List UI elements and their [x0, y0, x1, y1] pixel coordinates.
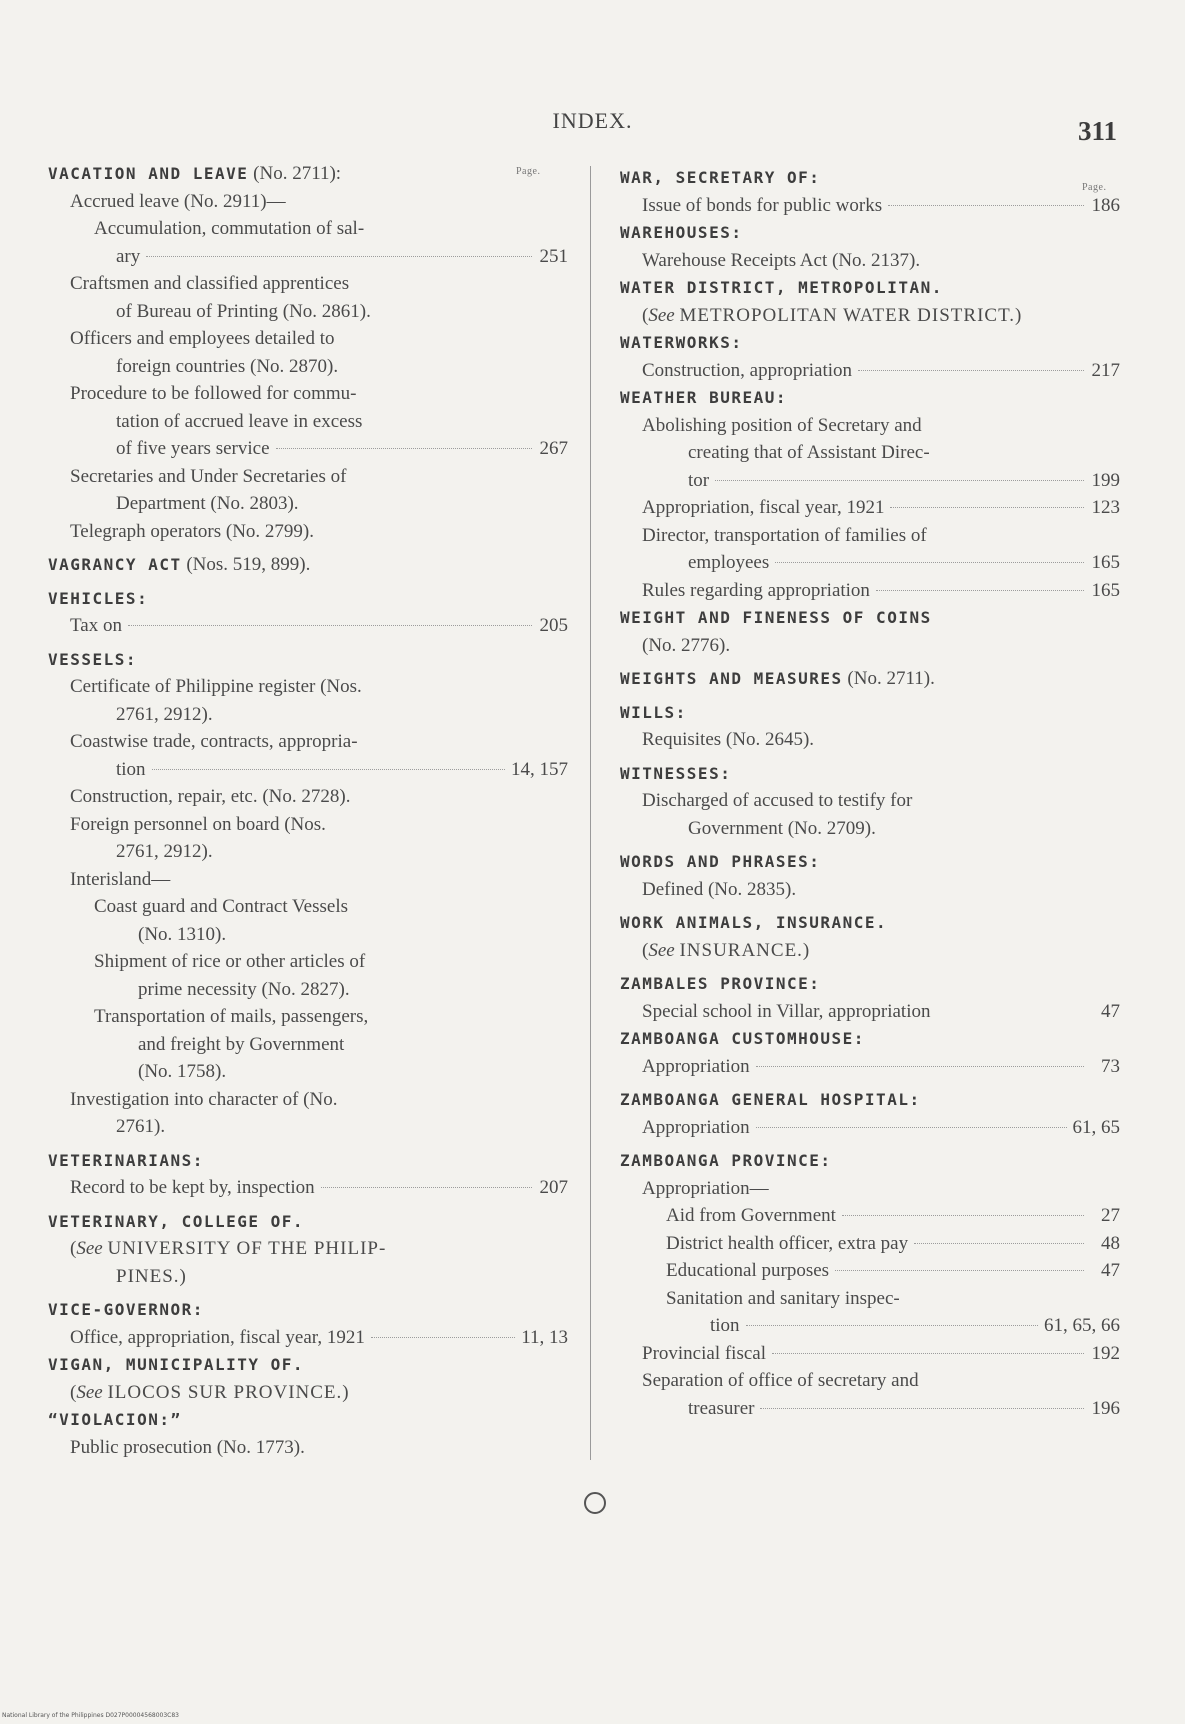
- entry-heading: WORDS AND PHRASES:: [620, 852, 821, 871]
- subentry: of Bureau of Printing (No. 2861).: [116, 300, 371, 322]
- subentry-with-page: tion 14, 157: [48, 756, 568, 784]
- page-ref: 11, 13: [521, 1326, 568, 1348]
- subentry: (No. 2776).: [642, 634, 731, 656]
- entry-note: (No. 2711):: [253, 163, 342, 184]
- subentry-with-page: Rules regarding appropriation 165: [620, 577, 1120, 605]
- subentry: Procedure to be followed for commu-: [70, 383, 357, 404]
- subentry: Coastwise trade, contracts, appropria-: [70, 731, 358, 752]
- page-ref: 27: [1101, 1205, 1120, 1226]
- page-ref: 61, 65: [1072, 1116, 1120, 1138]
- subentry: foreign countries (No. 2870).: [116, 355, 339, 377]
- entry-note: (No. 2711).: [847, 668, 935, 689]
- entry-heading: “VIOLACION:”: [48, 1410, 182, 1429]
- subentry: (No. 1758).: [138, 1061, 227, 1082]
- subentry: 2761, 2912).: [116, 841, 213, 862]
- page-ref: 47: [1101, 1260, 1120, 1281]
- index-entry-zamboanga-hospital: [620, 1086, 1120, 1141]
- subentry-with-page: tor 199: [620, 467, 1120, 495]
- index-entry-zambales-province: [620, 970, 1120, 1025]
- entry-heading: VEHICLES:: [48, 588, 149, 608]
- cross-reference: (See METROPOLITAN WATER DISTRICT.): [642, 304, 1023, 326]
- entry-heading: WEIGHTS AND MEASURES: [620, 669, 843, 688]
- entry-heading: ZAMBOANGA GENERAL HOSPITAL:: [620, 1090, 921, 1109]
- entry-heading: VICE-GOVERNOR:: [48, 1300, 204, 1319]
- entry-heading: WORK ANIMALS, INSURANCE.: [620, 913, 888, 932]
- page-ref: 199: [1091, 469, 1120, 491]
- subentry: 2761, 2912).: [116, 703, 213, 725]
- page-ref: 165: [1091, 552, 1120, 573]
- subentry-with-page: Special school in Villar, appropriation 47: [620, 998, 1120, 1026]
- entry-heading: ZAMBALES PROVINCE:: [620, 974, 821, 993]
- subentry: Coast guard and Contract Vessels: [94, 896, 348, 917]
- subentry-with-page: ary 251: [48, 243, 568, 271]
- index-entry-work-animals: [620, 909, 1120, 964]
- entry-heading: WAR, SECRETARY OF:: [620, 168, 821, 187]
- index-entry-vagrancy-act: [48, 551, 568, 579]
- page-ref: 61, 65, 66: [1044, 1315, 1120, 1336]
- subentry: Director, transportation of families of: [642, 524, 927, 546]
- subentry: Defined (No. 2835).: [642, 878, 797, 900]
- running-title: INDEX.: [552, 108, 633, 133]
- page-ref: 207: [539, 1177, 568, 1198]
- subentry-with-page: District health officer, extra pay 48: [620, 1230, 1120, 1258]
- page-ref: 192: [1091, 1342, 1120, 1364]
- subentry: Telegraph operators (No. 2799).: [70, 520, 315, 542]
- page-ref: 48: [1101, 1232, 1120, 1254]
- index-entry-veterinarians: [48, 1147, 568, 1202]
- page-ref: 267: [539, 438, 568, 459]
- subentry: (No. 1310).: [138, 923, 227, 945]
- subentry-with-page: Provincial fiscal 192: [620, 1340, 1120, 1368]
- page-ref: 196: [1091, 1397, 1120, 1419]
- entry-heading: WILLS:: [620, 702, 687, 722]
- subentry: Foreign personnel on board (Nos.: [70, 813, 326, 835]
- index-entry-war-secretary: [620, 164, 1120, 219]
- index-entry-weight-fineness: [620, 604, 1120, 659]
- subentry-with-page: treasurer 196: [620, 1395, 1120, 1423]
- subentry-with-page: Issue of bonds for public works 186: [620, 192, 1120, 220]
- left-column: [48, 160, 568, 1461]
- index-entry-words-phrases: [620, 848, 1120, 903]
- page-ref: 47: [1101, 1000, 1120, 1022]
- index-entry-weights-measures: [620, 665, 1120, 693]
- index-entry-witnesses: [620, 760, 1120, 843]
- subentry: creating that of Assistant Direc-: [688, 442, 930, 463]
- index-entry-vice-governor: [48, 1296, 568, 1351]
- page-column-label-right: Page.: [1082, 182, 1107, 193]
- cross-reference-cont: PINES.): [116, 1265, 187, 1287]
- page-ref: 14, 157: [511, 758, 568, 780]
- index-entry-vigan: [48, 1351, 568, 1406]
- page-column-label-left: Page.: [516, 166, 541, 177]
- subentry: Investigation into character of (No.: [70, 1088, 338, 1110]
- index-entry-warehouses: [620, 219, 1120, 274]
- index-entry-water-district: [620, 274, 1120, 329]
- page-number: 311: [1077, 116, 1117, 146]
- subentry: Requisites (No. 2645).: [642, 729, 815, 750]
- entry-heading: VIGAN, MUNICIPALITY OF.: [48, 1355, 305, 1374]
- index-entry-vessels: [48, 646, 568, 1141]
- page-ref: 251: [539, 245, 568, 267]
- entry-heading: WITNESSES:: [620, 763, 732, 783]
- subentry: Accumulation, commutation of sal-: [94, 218, 365, 239]
- subentry: Interisland—: [70, 868, 171, 890]
- cross-reference: (See INSURANCE.): [642, 939, 811, 961]
- subentry: Government (No. 2709).: [688, 817, 876, 839]
- page-ref: 186: [1091, 194, 1120, 216]
- entry-heading: WAREHOUSES:: [620, 223, 743, 242]
- subentry: Certificate of Philippine register (Nos.: [70, 676, 362, 697]
- entry-heading: ZAMBOANGA PROVINCE:: [620, 1151, 832, 1170]
- subentry: Secretaries and Under Secretaries of: [70, 465, 347, 487]
- page-ref: 217: [1091, 359, 1120, 381]
- subentry: Department (No. 2803).: [116, 493, 299, 514]
- subentry: tation of accrued leave in excess: [116, 410, 363, 432]
- subentry: Sanitation and sanitary inspec-: [666, 1287, 900, 1309]
- entry-heading: WEIGHT AND FINENESS OF COINS: [620, 608, 932, 627]
- subentry: and freight by Government: [138, 1033, 345, 1055]
- subentry: Separation of office of secretary and: [642, 1370, 919, 1391]
- subentry-with-page: Appropriation 73: [620, 1053, 1120, 1081]
- entry-heading: WEATHER BUREAU:: [620, 388, 787, 407]
- entry-heading: VETERINARY, COLLEGE OF.: [48, 1211, 305, 1231]
- entry-heading: VACATION AND LEAVE: [48, 164, 249, 183]
- subentry: Accrued leave (No. 2911)—: [70, 190, 286, 212]
- cross-reference: (See UNIVERSITY OF THE PHILIP-: [70, 1238, 387, 1259]
- subentry: Warehouse Receipts Act (No. 2137).: [642, 249, 921, 271]
- scan-footer: National Library of the Philippines D027P00004568003C83: [2, 1712, 179, 1719]
- index-entry-weather-bureau: [620, 384, 1120, 604]
- entry-heading: VETERINARIANS:: [48, 1150, 204, 1170]
- entry-heading: WATERWORKS:: [620, 333, 743, 352]
- index-entry-wills: [620, 699, 1120, 754]
- index-entry-veterinary-college: [48, 1208, 568, 1291]
- subentry-with-page: Construction, appropriation 217: [620, 357, 1120, 385]
- index-entry-vehicles: [48, 585, 568, 640]
- subentry: Discharged of accused to testify for: [642, 790, 913, 811]
- index-entry-zamboanga-customhouse: [620, 1025, 1120, 1080]
- subentry: Shipment of rice or other articles of: [94, 951, 366, 972]
- subentry: Officers and employees detailed to: [70, 328, 335, 349]
- index-entry-waterworks: [620, 329, 1120, 384]
- page-ref: 123: [1091, 497, 1120, 518]
- entry-heading: VAGRANCY ACT: [48, 555, 182, 574]
- subentry: Craftsmen and classified apprentices: [70, 273, 350, 294]
- subentry-with-page: Aid from Government 27: [620, 1202, 1120, 1230]
- column-divider: [590, 166, 591, 1460]
- index-entry-zamboanga-province: [620, 1147, 1120, 1422]
- subentry-with-page: tion 61, 65, 66: [620, 1312, 1120, 1340]
- subentry-with-page: Appropriation 61, 65: [620, 1114, 1120, 1142]
- subentry: Abolishing position of Secretary and: [642, 414, 922, 436]
- subentry: Public prosecution (No. 1773).: [70, 1436, 305, 1458]
- entry-heading: ZAMBOANGA CUSTOMHOUSE:: [620, 1029, 865, 1048]
- subentry: Construction, repair, etc. (No. 2728).: [70, 786, 351, 807]
- entry-note: (Nos. 519, 899).: [186, 554, 311, 575]
- page-ref: 73: [1101, 1055, 1120, 1077]
- index-entry-vacation-and-leave: [48, 160, 568, 545]
- entry-heading: WATER DISTRICT, METROPOLITAN.: [620, 278, 943, 297]
- subentry: 2761).: [116, 1116, 166, 1137]
- subentry-with-page: Educational purposes 47: [620, 1257, 1120, 1285]
- index-entry-violacion: [48, 1406, 568, 1461]
- subentry-with-page: Appropriation, fiscal year, 1921 123: [620, 494, 1120, 522]
- subentry-with-page: Record to be kept by, inspection 207: [48, 1174, 568, 1202]
- right-column: [620, 160, 1120, 1422]
- page-ref: 205: [539, 615, 568, 636]
- subentry: Appropriation—: [642, 1177, 769, 1199]
- page-ref: 165: [1091, 579, 1120, 601]
- subentry-with-page: Office, appropriation, fiscal year, 1921 11, 13: [48, 1324, 568, 1352]
- printer-circle-mark: [584, 1492, 606, 1514]
- cross-reference: (See ILOCOS SUR PROVINCE.): [70, 1381, 350, 1403]
- subentry: Transportation of mails, passengers,: [94, 1006, 369, 1027]
- subentry-with-page: Tax on 205: [48, 612, 568, 640]
- subentry-with-page: employees 165: [620, 549, 1120, 577]
- entry-heading: VESSELS:: [48, 649, 138, 669]
- subentry-with-page: of five years service 267: [48, 435, 568, 463]
- subentry: prime necessity (No. 2827).: [138, 978, 350, 1000]
